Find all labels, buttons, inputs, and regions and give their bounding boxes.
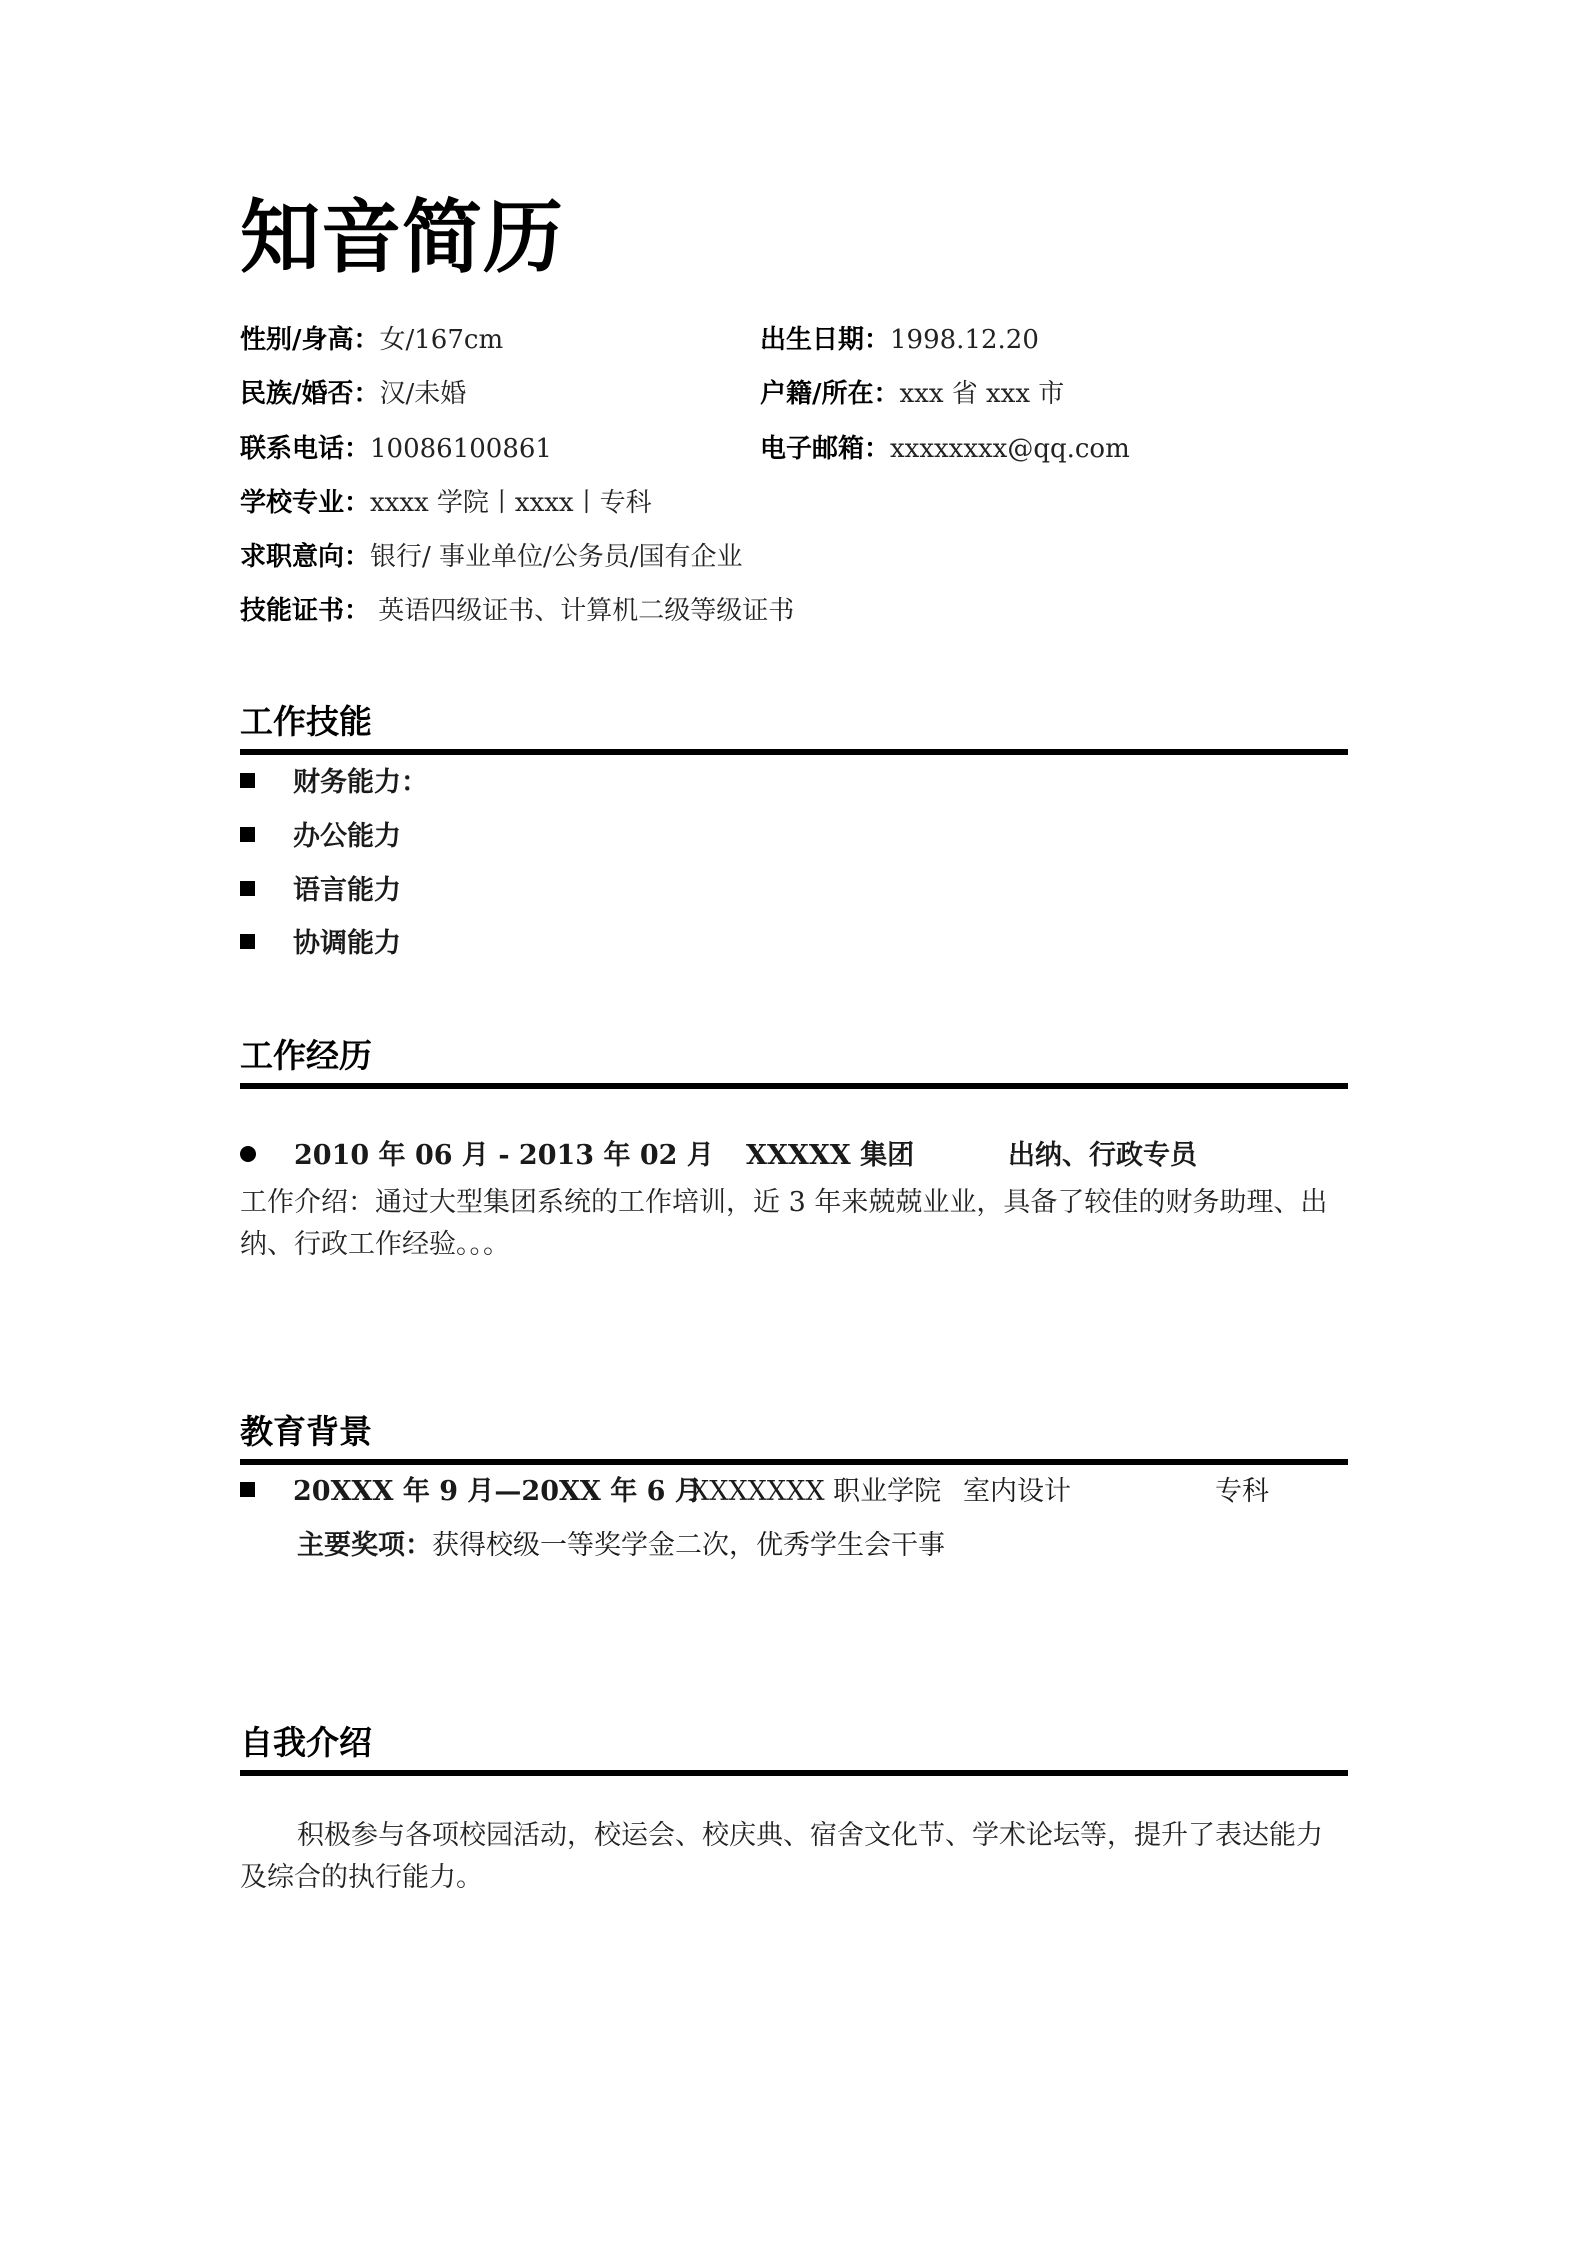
info-email [760,431,1130,467]
info-intent [240,539,743,575]
info-label: 求职意向： [240,542,371,572]
edu-degree: 专科 [1215,1476,1269,1507]
skill-label: 财务能力： [293,767,428,798]
info-certs [240,593,794,629]
section-divider [240,1770,1348,1776]
award-value: 获得校级一等奖学金二次，优秀学生会干事 [432,1530,945,1561]
section-divider [240,749,1348,755]
square-bullet-icon [240,1482,255,1497]
square-bullet-icon [240,827,255,842]
job-intro: 工作介绍：通过大型集团系统的工作培训，近 3 年来兢兢业业，具备了较佳的财务助理、出纳、行政工作经验。。。 [240,1187,1328,1260]
info-label: 联系电话： [240,434,371,464]
info-hometown [760,376,1064,412]
info-value: 汉/未婚 [379,379,467,409]
section-divider [240,1459,1348,1465]
about-text: 积极参与各项校园活动，校运会、校庆典、宿舍文化节、学术论坛等，提升了表达能力及综合的执行能力。 [240,1820,1323,1893]
info-birth [760,322,1039,358]
award-label: 主要奖项： [297,1530,432,1561]
info-ethnic-marital [240,376,466,412]
info-value: 1998.12.20 [890,325,1039,355]
section-title-work: 工作经历 [240,1036,372,1075]
section-title-education: 教育背景 [240,1412,372,1451]
round-bullet-icon [240,1146,256,1162]
info-label: 户籍/所在： [760,379,900,409]
info-value: 银行/ 事业单位/公务员/国有企业 [370,542,743,572]
info-gender-height [240,322,503,358]
info-label: 技能证书： [240,596,371,626]
square-bullet-icon [240,934,255,949]
info-phone [240,431,552,467]
skill-item [240,765,428,801]
info-value: 英语四级证书、计算机二级等级证书 [370,596,795,626]
info-value: 10086100861 [370,434,552,464]
info-value: xxx 省 xxx 市 [899,379,1065,409]
square-bullet-icon [240,773,255,788]
info-label: 民族/婚否： [240,379,380,409]
section-title-skills: 工作技能 [240,702,372,741]
info-school [240,485,652,521]
skill-label: 协调能力 [293,928,401,959]
info-label: 出生日期： [760,325,891,355]
section-divider [240,1083,1348,1089]
edu-award [297,1528,945,1564]
resume-title: 知音简历 [240,191,564,284]
section-title-about: 自我介绍 [240,1723,372,1762]
skill-item [240,819,401,855]
info-value: 女/167cm [379,325,504,355]
job-company: XXXXX 集团 [746,1140,915,1171]
skill-item [240,873,401,909]
info-label: 学校专业： [240,488,371,518]
skill-label: 语言能力 [293,875,401,906]
skill-label: 办公能力 [293,821,401,852]
job-period [240,1138,714,1174]
edu-major: 室内设计 [963,1476,1071,1507]
job-period-text: 2010 年 06 月 - 2013 年 02 月 [294,1140,714,1171]
edu-period [240,1474,702,1510]
edu-school: XXXXXXX 职业学院 [690,1476,942,1507]
job-position: 出纳、行政专员 [1008,1140,1197,1171]
info-label: 电子邮箱： [760,434,891,464]
info-label: 性别/身高： [240,325,380,355]
edu-period-text: 20XXX 年 9 月—20XX 年 6 月 [293,1476,702,1507]
info-value: xxxxxxxx@qq.com [890,434,1130,464]
info-value: xxxx 学院丨xxxx丨专科 [370,488,652,518]
square-bullet-icon [240,881,255,896]
skill-item [240,926,401,962]
